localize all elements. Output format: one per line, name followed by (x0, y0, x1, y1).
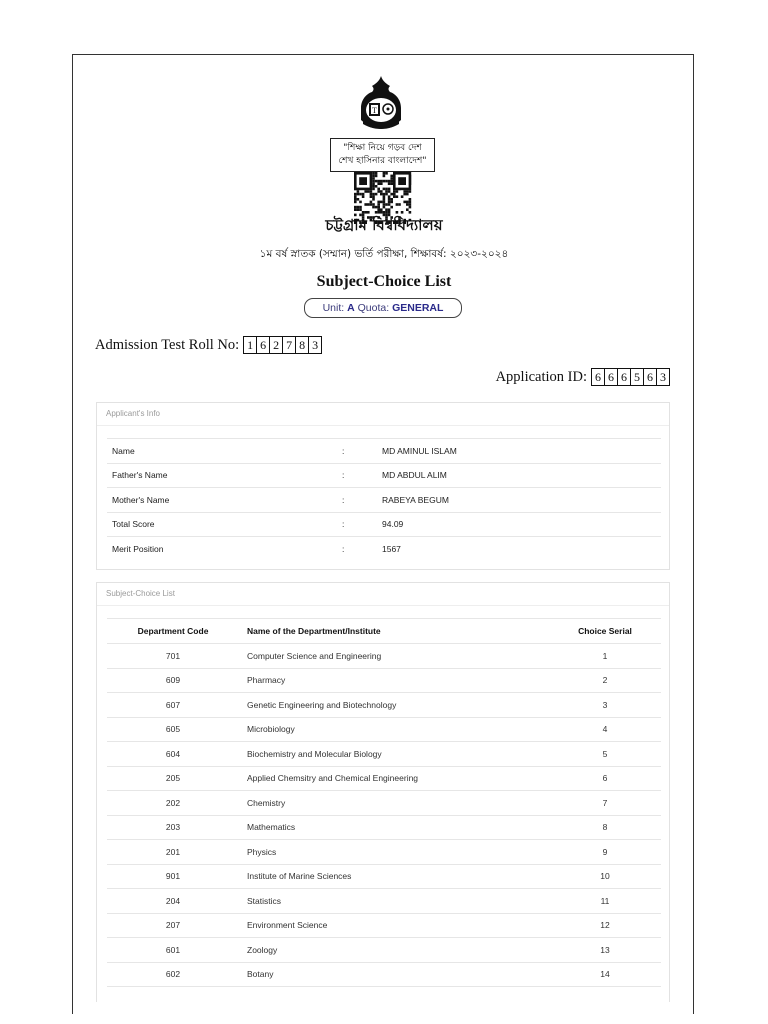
unit-value: A (347, 302, 355, 314)
department-code: 701 (107, 644, 239, 669)
admission-roll (95, 336, 322, 354)
application-digit-boxes (591, 368, 670, 386)
table-header-row (107, 619, 661, 644)
choice-serial: 11 (549, 889, 661, 914)
info-separator: : (342, 537, 382, 561)
info-value: 1567 (382, 537, 661, 561)
info-label: Merit Position (107, 537, 342, 561)
info-separator: : (342, 488, 382, 513)
roll-digit: 2 (270, 336, 283, 354)
choice-serial: 13 (549, 938, 661, 963)
applicant-info-card (96, 402, 670, 570)
table-row (107, 840, 661, 865)
department-code: 204 (107, 889, 239, 914)
choice-serial: 5 (549, 742, 661, 767)
info-separator: : (342, 512, 382, 537)
department-name: Biochemistry and Molecular Biology (239, 742, 549, 767)
table-row (107, 717, 661, 742)
application-id (496, 368, 670, 386)
page-title: Subject-Choice List (316, 273, 452, 290)
university-logo-icon (358, 74, 404, 130)
table-row (107, 913, 661, 938)
table-row (107, 668, 661, 693)
info-value: 94.09 (382, 512, 661, 537)
info-value: MD ABDUL ALIM (382, 463, 661, 488)
table-row (107, 815, 661, 840)
table-row (107, 791, 661, 816)
roll-digit: 6 (257, 336, 270, 354)
subject-choice-table (107, 618, 661, 987)
choice-serial: 12 (549, 913, 661, 938)
department-name: Physics (239, 840, 549, 865)
column-header-code: Department Code (107, 619, 239, 644)
department-name: Statistics (239, 889, 549, 914)
application-id-label: Application ID: (495, 368, 587, 385)
subject-choice-card (96, 582, 670, 1002)
department-name: Chemistry (239, 791, 549, 816)
choice-serial: 3 (549, 693, 661, 718)
department-name: Environment Science (239, 913, 549, 938)
choice-serial: 14 (549, 962, 661, 987)
department-name: Institute of Marine Sciences (239, 864, 549, 889)
info-value: RABEYA BEGUM (382, 488, 661, 513)
info-separator: : (342, 463, 382, 488)
table-row (107, 693, 661, 718)
application-digit: 6 (605, 368, 618, 386)
application-digit: 6 (644, 368, 657, 386)
subject-choice-heading: Subject-Choice List (97, 583, 669, 606)
department-name: Computer Science and Engineering (239, 644, 549, 669)
department-code: 604 (107, 742, 239, 767)
unit-quota-badge (304, 298, 462, 318)
table-row (107, 889, 661, 914)
department-code: 203 (107, 815, 239, 840)
table-row (107, 766, 661, 791)
info-value: MD AMINUL ISLAM (382, 439, 661, 464)
table-row (107, 938, 661, 963)
info-row (107, 488, 661, 513)
application-digit: 5 (631, 368, 644, 386)
department-code: 609 (107, 668, 239, 693)
choice-serial: 10 (549, 864, 661, 889)
department-code: 602 (107, 962, 239, 987)
info-row (107, 439, 661, 464)
department-code: 601 (107, 938, 239, 963)
info-row (107, 537, 661, 561)
choice-serial: 1 (549, 644, 661, 669)
application-digit: 6 (618, 368, 631, 386)
roll-digit: 3 (309, 336, 322, 354)
choice-serial: 6 (549, 766, 661, 791)
department-code: 605 (107, 717, 239, 742)
table-row (107, 742, 661, 767)
column-header-serial: Choice Serial (549, 619, 661, 644)
department-name: Mathematics (239, 815, 549, 840)
motto-box (330, 138, 435, 172)
application-digit: 6 (592, 368, 605, 386)
info-label: Total Score (107, 512, 342, 537)
department-code: 202 (107, 791, 239, 816)
department-name: Pharmacy (239, 668, 549, 693)
department-name: Applied Chemsitry and Chemical Engineering (239, 766, 549, 791)
info-label: Name (107, 439, 342, 464)
info-label: Father's Name (107, 463, 342, 488)
quota-label: Quota: (357, 302, 390, 314)
department-name: Microbiology (239, 717, 549, 742)
motto-line-1: "শিক্ষা নিয়ে গড়ব দেশ (343, 143, 422, 153)
choice-serial: 8 (549, 815, 661, 840)
roll-digit-boxes (243, 336, 322, 354)
roll-digit: 7 (283, 336, 296, 354)
department-code: 201 (107, 840, 239, 865)
info-label: Mother's Name (107, 488, 342, 513)
applicant-info-table (107, 438, 661, 561)
department-name: Genetic Engineering and Biotechnology (239, 693, 549, 718)
roll-label: Admission Test Roll No: (95, 336, 240, 353)
table-row (107, 962, 661, 987)
department-code: 901 (107, 864, 239, 889)
application-digit: 3 (657, 368, 670, 386)
info-separator: : (342, 439, 382, 464)
roll-digit: 8 (296, 336, 309, 354)
table-row (107, 864, 661, 889)
applicant-info-heading: Applicant's Info (97, 403, 669, 426)
motto-line-2: শেখ হাসিনার বাংলাদেশ" (338, 156, 427, 166)
department-name: Zoology (239, 938, 549, 963)
choice-serial: 2 (549, 668, 661, 693)
exam-session-line: ১ম বর্ষ স্নাতক (সম্মান) ভর্তি পরীক্ষা, শিক্ষাবর্ষ: ২০২৩-২০২৪ (259, 248, 509, 260)
department-name: Botany (239, 962, 549, 987)
svg-text:T: T (372, 106, 377, 115)
info-row (107, 463, 661, 488)
department-code: 207 (107, 913, 239, 938)
table-row (107, 644, 661, 669)
choice-serial: 4 (549, 717, 661, 742)
university-name: চট্টগ্রাম বিশ্ববিদ্যালয় (325, 216, 443, 234)
quota-value: GENERAL (392, 302, 444, 314)
unit-label: Unit: (322, 302, 345, 314)
info-row (107, 512, 661, 537)
department-code: 607 (107, 693, 239, 718)
choice-serial: 9 (549, 840, 661, 865)
column-header-department: Name of the Department/Institute (239, 619, 549, 644)
roll-digit: 1 (244, 336, 257, 354)
choice-serial: 7 (549, 791, 661, 816)
department-code: 205 (107, 766, 239, 791)
